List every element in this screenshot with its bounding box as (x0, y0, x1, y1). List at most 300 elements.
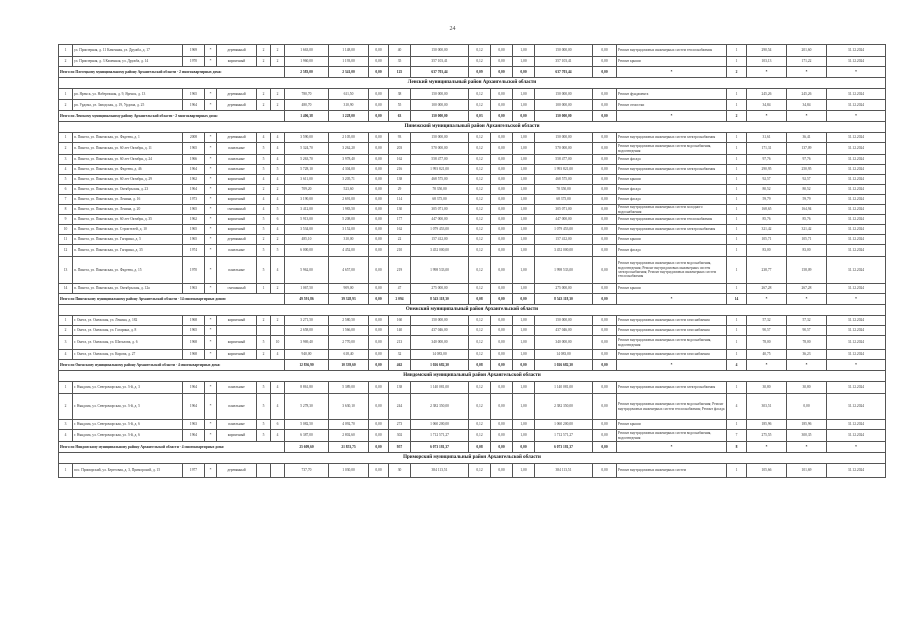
table-cell: 1,00 (513, 57, 535, 67)
total-cell: 63 (389, 111, 411, 122)
table-cell: 1 (727, 382, 747, 394)
table-cell: 0,00 (491, 336, 513, 350)
table-cell: 34,84 (747, 100, 787, 111)
table-cell: 2 (59, 394, 73, 420)
table-cell: 1 (727, 225, 747, 235)
table-cell: 40,75 (747, 350, 787, 360)
total-cell: 0,08 (469, 294, 491, 305)
table-cell: 5 (257, 420, 271, 430)
table-cell: 0,12 (469, 235, 491, 245)
table-cell: 384 113,51 (535, 464, 593, 478)
address-cell: г. Няндома, ул. Североморская, ул. 3-й, д. 3 (73, 382, 183, 394)
total-cell: 10 339,60 (329, 360, 369, 371)
table-cell: 0,00 (491, 155, 513, 165)
total-cell: 1 406,38 (285, 111, 329, 122)
table-cell: 2 (59, 326, 73, 336)
total-cell: 637 703,44 (535, 67, 593, 78)
table-cell: 8 (59, 205, 73, 215)
total-cell: * (827, 442, 886, 453)
table-cell: 0,00 (593, 394, 617, 420)
table-cell (271, 326, 285, 336)
table-cell: * (205, 45, 217, 57)
address-cell: г. Няндома, ул. Североморская, ул. 3-й, д. 6 (73, 430, 183, 442)
table-cell: 1 (727, 205, 747, 215)
table-cell: 480,70 (285, 100, 329, 111)
total-cell: * (747, 67, 787, 78)
total-cell: 21 853,75 (329, 442, 369, 453)
table-cell: 130 (389, 205, 411, 215)
table-cell: 1968 (183, 336, 205, 350)
work-type-cell: Ремонт внутридомовых инженерных систем водоснабжения; Ремонт внутридомовых инженерных систем теплоснабжения; Ремонт фасада (617, 394, 727, 420)
total-cell: 2 341,00 (329, 67, 369, 78)
table-cell: 0,00 (369, 350, 389, 360)
table-cell: 437 046,00 (411, 326, 469, 336)
table-cell: 150 000,00 (535, 45, 593, 57)
district-total-row (59, 67, 886, 78)
work-type-cell: Ремонт фасада (617, 195, 727, 205)
table-cell: 6 387,00 (285, 430, 329, 442)
table-cell: 290,95 (747, 165, 787, 175)
table-cell: 1,00 (513, 350, 535, 360)
table-cell: 2 (271, 284, 285, 294)
table-cell: 5 (257, 143, 271, 155)
table-cell: 0,12 (469, 316, 491, 326)
table-cell: 5 208,00 (329, 215, 369, 225)
table-cell: кирпичный (217, 430, 257, 442)
table-cell: 5 (257, 336, 271, 350)
table-cell: 31.12.2024 (827, 430, 886, 442)
table-cell: 185,96 (747, 420, 787, 430)
total-cell: 0,00 (369, 294, 389, 305)
table-cell: 78 350,00 (411, 185, 469, 195)
table-cell: 1 (257, 284, 271, 294)
table-cell: 1965 (183, 235, 205, 245)
table-cell: 468 575,00 (535, 175, 593, 185)
table-cell: 0,00 (593, 165, 617, 175)
table-row (59, 57, 886, 67)
table-cell: 14 083,00 (411, 350, 469, 360)
table-cell: 0,00 (593, 284, 617, 294)
table-cell: * (205, 326, 217, 336)
work-type-cell: Ремонт внутридомовых инженерных систем газоснабжения (617, 350, 727, 360)
table-cell: 31.12.2024 (827, 165, 886, 175)
table-cell: 83,00 (747, 245, 787, 257)
work-type-cell: Ремонт крыши (617, 284, 727, 294)
work-type-cell: Ремонт внутридомовых инженерных систем (617, 464, 727, 478)
table-cell: 1 (727, 133, 747, 143)
table-cell: 1 (727, 185, 747, 195)
total-cell: 150 000,00 (411, 111, 469, 122)
table-cell: 1,00 (513, 100, 535, 111)
table-cell: 1 (727, 336, 747, 350)
table-cell: 4 092,70 (329, 420, 369, 430)
total-cell: * (747, 360, 787, 371)
table-row (59, 420, 886, 430)
table-cell: 2 (59, 57, 73, 67)
table-cell: 83,00 (787, 245, 827, 257)
table-cell: 1 (59, 89, 73, 100)
table-cell: 14 083,00 (535, 350, 593, 360)
table-cell: 1964 (183, 185, 205, 195)
table-cell: 0,12 (469, 284, 491, 294)
address-cell: п. Пинега, ул. Пинежская, ул. Ленина, д. 20 (73, 205, 183, 215)
table-cell: деревянный (217, 89, 257, 100)
table-cell: кирпичный (217, 225, 257, 235)
table-cell: 4 (271, 155, 285, 165)
district-header-row (59, 453, 886, 464)
total-cell: * (827, 360, 886, 371)
table-row (59, 133, 886, 143)
total-cell: * (787, 360, 827, 371)
table-cell: 5 (257, 257, 271, 284)
table-cell: 0,00 (369, 430, 389, 442)
table-cell: 168,65 (747, 205, 787, 215)
total-cell: * (617, 294, 727, 305)
table-cell: панельные (217, 165, 257, 175)
work-type-cell: Ремонт внутридомовых инженерных систем электроснабжения (617, 133, 727, 143)
address-cell: п. Пинега, ул. Пинежская, ул. Гагарина, д. 35 (73, 245, 183, 257)
table-cell: * (205, 225, 217, 235)
table-cell: 162 (389, 155, 411, 165)
table-cell: 31.12.2024 (827, 143, 886, 155)
table-cell (257, 326, 271, 336)
table-cell: 5 324,70 (285, 143, 329, 155)
table-cell: 31.12.2024 (827, 350, 886, 360)
table-cell: 1,00 (513, 45, 535, 57)
table-cell: 103,13 (747, 57, 787, 67)
table-cell: 185,96 (787, 420, 827, 430)
table-cell: 1 998 533,00 (535, 257, 593, 284)
table-cell: 31.12.2024 (827, 215, 886, 225)
address-cell: п. Пинега, ул. Пинежская, ул. 60 лет Октября, д. 11 (73, 143, 183, 155)
table-cell: 1965 (183, 326, 205, 336)
table-cell: 0,12 (469, 215, 491, 225)
table-cell: 5 (257, 155, 271, 165)
address-cell: пос. Приморский, ул. Береговая, д. 3, Приморский, д. 15 (73, 464, 183, 478)
table-cell: 1 (59, 316, 73, 326)
table-cell (257, 464, 271, 478)
address-cell: г. Няндома, ул. Североморская, ул. 3-й, д. 5 (73, 394, 183, 420)
table-cell: * (205, 350, 217, 360)
work-type-cell: Ремонт фасада (617, 155, 727, 165)
table-cell: * (205, 215, 217, 225)
table-cell: 4 (59, 430, 73, 442)
page-number: 24 (449, 26, 456, 32)
table-cell: 0,00 (491, 165, 513, 175)
table-cell: 22 (389, 235, 411, 245)
table-cell: 303,51 (747, 394, 787, 420)
total-cell: 125 (389, 67, 411, 78)
table-cell: * (205, 336, 217, 350)
table-cell: 0,00 (491, 394, 513, 420)
table-cell: 1 (727, 89, 747, 100)
table-cell: 1 (59, 133, 73, 143)
table-cell: 35 (389, 57, 411, 67)
table-cell: 0,00 (369, 215, 389, 225)
table-cell: 0,00 (369, 45, 389, 57)
table-cell: 1 (727, 316, 747, 326)
table-cell: 4 (257, 195, 271, 205)
district-title: Няндомский муниципальный район Архангельской области (59, 371, 886, 382)
address-cell: рп. Яренск, ул. Набережная, д. 9, Яренск, д. 13 (73, 89, 183, 100)
table-cell: 0,00 (593, 185, 617, 195)
table-cell: 1 712 571,27 (535, 430, 593, 442)
table-cell: 5 (257, 430, 271, 442)
table-cell: 0,12 (469, 245, 491, 257)
table-cell: * (205, 143, 217, 155)
address-cell: п. Пинега, ул. Пинежская, ул. Фадеева, д. 1 (73, 133, 183, 143)
table-cell: 0,00 (491, 133, 513, 143)
table-cell: 0,00 (491, 382, 513, 394)
table-cell: 0,12 (469, 155, 491, 165)
table-cell: 0,00 (491, 143, 513, 155)
table-cell: * (205, 165, 217, 175)
table-cell: 1968 (183, 350, 205, 360)
total-cell: 0,00 (513, 294, 535, 305)
table-cell: 1 (727, 464, 747, 478)
table-cell: 11 (59, 235, 73, 245)
table-cell: 90,57 (787, 326, 827, 336)
table-cell: 0,00 (593, 326, 617, 336)
table-cell: 0,12 (469, 205, 491, 215)
table-cell: 4 (271, 257, 285, 284)
table-cell: 1 566,00 (329, 326, 369, 336)
table-cell: 1962 (183, 215, 205, 225)
work-type-cell: Ремонт внутридомовых инженерных систем электроснабжения (617, 165, 727, 175)
total-cell: 2 (727, 67, 747, 78)
table-wrap (58, 44, 885, 478)
total-cell: 0,00 (369, 111, 389, 122)
total-label: Итого по Няндомскому муниципальному району Архангельской области - 4 многоквартирных дома: (59, 442, 285, 453)
total-cell: 0,08 (469, 442, 491, 453)
table-row (59, 257, 886, 284)
table-cell: 0,12 (469, 185, 491, 195)
total-cell: * (747, 111, 787, 122)
total-cell: 2 (727, 111, 747, 122)
table-cell: 0,12 (469, 225, 491, 235)
table-cell: 357 103,41 (535, 57, 593, 67)
table-cell: * (205, 420, 217, 430)
table-cell: 1 060 200,00 (535, 420, 593, 430)
table-cell: 80,52 (747, 185, 787, 195)
table-cell: 14 (59, 284, 73, 294)
table-cell: 290,54 (747, 45, 787, 57)
table-cell: 340 000,00 (535, 336, 593, 350)
table-cell: 940,00 (285, 350, 329, 360)
table-cell: * (205, 155, 217, 165)
table-cell: 1 079 453,00 (411, 225, 469, 235)
table-cell (271, 464, 285, 478)
total-cell: 39 328,93 (329, 294, 369, 305)
table-cell: 1 960,00 (285, 57, 329, 67)
table-cell: 302 (389, 430, 411, 442)
table-cell: 1,00 (513, 235, 535, 245)
table-cell: панельные (217, 155, 257, 165)
table-cell: 114 (389, 195, 411, 205)
total-cell: 0,00 (513, 67, 535, 78)
table-cell: 0,00 (369, 143, 389, 155)
table-cell: 570 000,00 (535, 143, 593, 155)
district-header-row (59, 371, 886, 382)
table-cell: 1,00 (513, 257, 535, 284)
total-cell: * (617, 111, 727, 122)
table-cell: смешанный (217, 205, 257, 215)
table-cell: 5 263,70 (285, 155, 329, 165)
table-cell: 6 (271, 215, 285, 225)
table-cell: 0,00 (369, 336, 389, 350)
table-cell: 300,35 (787, 430, 827, 442)
table-cell: 2008 (183, 133, 205, 143)
table-cell: 0,12 (469, 165, 491, 175)
table-cell: 0,00 (491, 195, 513, 205)
work-type-cell: Ремонт внутридомовых инженерных систем водоснабжения, водоотведения; Ремонт внутридомовых инженерных систем электроснабжения; Ремонт внутридомовых инженерных систем теплоснабжения (617, 257, 727, 284)
table-cell: 1,00 (513, 165, 535, 175)
table-cell: 3 630,10 (329, 394, 369, 420)
district-total-row (59, 360, 886, 371)
table-cell: кирпичный (217, 316, 257, 326)
total-cell: 0,00 (593, 111, 617, 122)
table-row (59, 382, 886, 394)
table-cell: 5 (257, 165, 271, 175)
address-cell: п. Пинега, ул. Пинежская, ул. Октябрьская, д. 23 (73, 185, 183, 195)
table-row (59, 245, 886, 257)
table-cell: 1965 (183, 205, 205, 215)
table-cell: 31.12.2024 (827, 326, 886, 336)
table-cell: 34,84 (787, 100, 827, 111)
table-cell: 1 (727, 100, 747, 111)
table-row (59, 225, 886, 235)
table-cell: 138 (389, 175, 411, 185)
table-cell: 1964 (183, 394, 205, 420)
table-cell: 1977 (183, 464, 205, 478)
table-cell: 0,00 (491, 326, 513, 336)
table-cell: 85,76 (787, 215, 827, 225)
capital-repair-table (58, 44, 886, 478)
work-type-cell: Ремонт отмостки (617, 100, 727, 111)
table-cell: 10 (59, 225, 73, 235)
table-cell: 1 (727, 245, 747, 257)
table-cell: 31.12.2024 (827, 225, 886, 235)
table-cell: 12 (59, 245, 73, 257)
table-cell: 92,57 (747, 175, 787, 185)
table-cell: 244 (389, 394, 411, 420)
table-cell: 0,12 (469, 133, 491, 143)
table-cell: деревянный (217, 133, 257, 143)
table-cell: 0,00 (369, 464, 389, 478)
table-row (59, 235, 886, 245)
table-cell: 0,12 (469, 257, 491, 284)
table-cell: 3 452 000,00 (411, 245, 469, 257)
table-cell: 0,00 (593, 245, 617, 257)
table-row (59, 316, 886, 326)
table-cell: 150 000,00 (411, 45, 469, 57)
table-cell: 0,00 (491, 185, 513, 195)
table-cell: 213 (389, 336, 411, 350)
table-cell: 0,00 (369, 165, 389, 175)
table-cell: 1962 (183, 175, 205, 185)
table-cell: 2 802,60 (329, 430, 369, 442)
table-cell: * (205, 195, 217, 205)
table-cell: 31.12.2024 (827, 89, 886, 100)
address-cell: п. Пинега, ул. Пинежская, ул. Строителей, д. 10 (73, 225, 183, 235)
table-cell: 1,00 (513, 284, 535, 294)
table-cell: 2 (271, 45, 285, 57)
table-cell: панельные (217, 420, 257, 430)
table-cell: * (205, 394, 217, 420)
table-cell: 1 193,00 (329, 57, 369, 67)
table-cell: 0,00 (491, 245, 513, 257)
table-cell: 97,76 (787, 155, 827, 165)
table-cell: * (205, 257, 217, 284)
table-cell: 0,00 (593, 89, 617, 100)
table-cell: 1 140 081,00 (411, 382, 469, 394)
total-cell: 49 591,86 (285, 294, 329, 305)
table-cell: 5 913,00 (285, 215, 329, 225)
table-cell: 0,00 (593, 382, 617, 394)
table-cell: 0,00 (593, 155, 617, 165)
table-cell: 0,00 (593, 100, 617, 111)
table-cell: 245,26 (787, 89, 827, 100)
total-cell: 957 (389, 442, 411, 453)
table-row (59, 89, 886, 100)
district-header-row (59, 78, 886, 89)
table-cell: 2 (271, 89, 285, 100)
table-cell: 0,00 (593, 45, 617, 57)
table-cell: 558 477,00 (411, 155, 469, 165)
table-cell: 31.12.2024 (827, 175, 886, 185)
address-cell: г. Онега, ул. Онежская, ул. Гагарина, д. 8 (73, 326, 183, 336)
table-row (59, 430, 886, 442)
table-cell: 31.12.2024 (827, 45, 886, 57)
table-cell: 216 (389, 165, 411, 175)
table-cell: 5 082,50 (285, 420, 329, 430)
table-cell: 1 (727, 45, 747, 57)
table-cell: 0,00 (787, 394, 827, 420)
total-cell: * (787, 67, 827, 78)
total-cell: 0,00 (369, 442, 389, 453)
table-cell: 2 (257, 350, 271, 360)
table-cell: 31.12.2024 (827, 205, 886, 215)
table-cell: панельные (217, 143, 257, 155)
table-cell: 2 658,00 (285, 326, 329, 336)
table-cell: 0,12 (469, 350, 491, 360)
table-cell: 275 000,00 (411, 284, 469, 294)
table-cell: 5 (257, 382, 271, 394)
total-cell: 8 543 118,30 (535, 294, 593, 305)
total-cell: 8 (727, 442, 747, 453)
table-row (59, 336, 886, 350)
table-cell: 3 978,40 (329, 155, 369, 165)
table-cell: деревянный (217, 45, 257, 57)
address-cell: п. Пинега, ул. Пинежская, ул. 60 лет Октября, д. 24 (73, 155, 183, 165)
total-cell: 0,00 (593, 442, 617, 453)
table-cell: 93 (389, 133, 411, 143)
table-row (59, 205, 886, 215)
work-type-cell: Ремонт крыши (617, 420, 727, 430)
address-cell: п. Пинега, ул. Пинежская, ул. Ленина, д. 16 (73, 195, 183, 205)
table-cell: 55 (389, 100, 411, 111)
table-cell: 40 (389, 45, 411, 57)
table-cell: 1963 (183, 284, 205, 294)
total-cell: * (617, 67, 727, 78)
table-cell: 31.12.2024 (827, 57, 886, 67)
table-cell: 0,00 (369, 185, 389, 195)
address-cell: г. Онега, ул. Онежская, ул. Шаталова, д. 6 (73, 336, 183, 350)
table-cell: 1 (727, 326, 747, 336)
table-cell: 0,00 (593, 336, 617, 350)
address-cell: п. Пинега, ул. Пинежская, ул. Фадеева, д. 15 (73, 257, 183, 284)
address-cell: п. Пинега, ул. Пинежская, ул. Гагарина, д. 5 (73, 235, 183, 245)
